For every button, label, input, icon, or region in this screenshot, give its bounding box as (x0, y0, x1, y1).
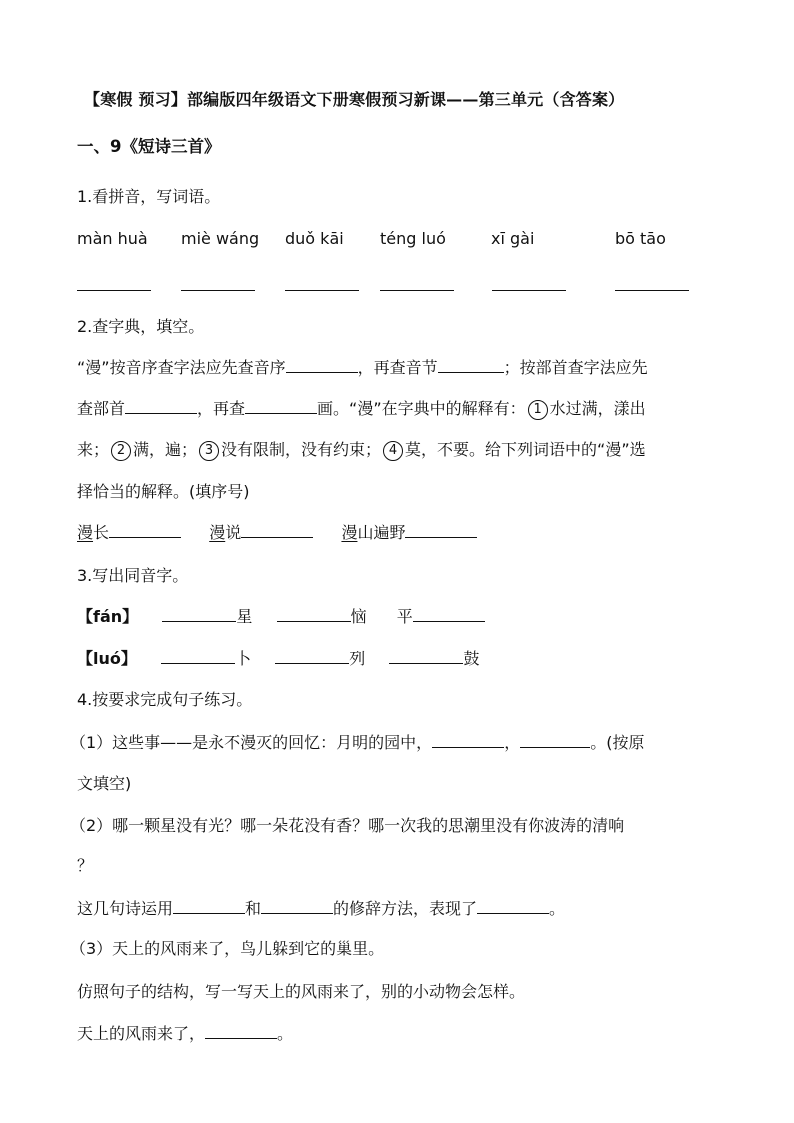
q2-text: 满，遍； (133, 440, 198, 459)
q4-s2-line-2: ？ (77, 856, 94, 875)
answer-blank[interactable] (405, 522, 477, 538)
q2-heading: 2.查字典，填空。 (77, 317, 205, 336)
q4-text: 的修辞方法，表现了 (333, 899, 478, 918)
answer-blank[interactable] (413, 606, 485, 622)
word-char: 漫 (341, 523, 358, 542)
q2-text: 来； (77, 440, 110, 459)
q1-heading: 1.看拼音，写词语。 (77, 187, 221, 206)
q4-s1-line-2: 文填空) (77, 774, 132, 793)
q2-text: 画。“漫”在字典中的解释有： (317, 399, 526, 418)
q2-text: 没有限制，没有约束； (221, 440, 382, 459)
answer-blank[interactable] (245, 398, 317, 414)
answer-blank[interactable] (380, 278, 454, 291)
pinyin-3: duǒ kāi (285, 229, 344, 248)
q4-text: （1）这些事——是永不漫灭的回忆：月明的园中， (70, 733, 433, 752)
answer-blank[interactable] (77, 278, 151, 291)
answer-blank[interactable] (241, 522, 313, 538)
q2-text: ，再查音节 (357, 358, 438, 377)
pinyin-5: xī gài (491, 229, 535, 248)
pinyin-1: màn huà (77, 229, 148, 248)
q4-text: 这几句诗运用 (77, 899, 174, 918)
q2-text: 莫，不要。给下列词语中的“漫”选 (405, 440, 646, 459)
answer-blank[interactable] (520, 732, 590, 748)
homophone-char: 星 (236, 607, 253, 626)
document-title: 【寒假 预习】部编版四年级语文下册寒假预习新课——第三单元（含答案） (84, 90, 625, 109)
answer-blank[interactable] (173, 898, 245, 914)
q2-line-3 (77, 439, 734, 461)
q4-text: 。 (549, 899, 566, 918)
q4-text: ， (504, 733, 521, 752)
section-heading: 一、9《短诗三首》 (77, 137, 221, 156)
word-rest: 说 (225, 523, 242, 542)
answer-blank[interactable] (161, 648, 235, 664)
q4-s3-line-3 (77, 1023, 734, 1045)
answer-blank[interactable] (261, 898, 333, 914)
answer-blank[interactable] (477, 898, 549, 914)
pinyin-tag: 【fán】 (77, 607, 139, 626)
answer-blank[interactable] (615, 278, 689, 291)
homophone-char: 列 (349, 649, 366, 668)
pinyin-tag: 【luó】 (77, 649, 137, 668)
answer-blank[interactable] (277, 606, 351, 622)
answer-blank[interactable] (389, 648, 463, 664)
answer-blank[interactable] (438, 357, 504, 373)
homophone-char: 恼 (350, 607, 367, 626)
q2-text: ，再查 (197, 399, 246, 418)
q3-heading: 3.写出同音字。 (77, 566, 189, 585)
q4-text: 和 (245, 899, 262, 918)
q2-line-1 (77, 357, 734, 379)
circled-number-1: 1 (528, 400, 548, 420)
q4-s3-line-2: 仿照句子的结构，写一写天上的风雨来了，别的小动物会怎样。 (77, 982, 526, 1001)
q4-s2-line-3 (77, 898, 734, 920)
answer-blank[interactable] (205, 1023, 277, 1039)
answer-blank[interactable] (275, 648, 349, 664)
q4-text: 天上的风雨来了， (77, 1024, 206, 1043)
word-char: 漫 (77, 523, 94, 542)
word-rest: 长 (93, 523, 110, 542)
answer-blank[interactable] (181, 278, 255, 291)
q2-line-2 (77, 398, 734, 420)
homophone-char: 鼓 (463, 649, 480, 668)
circled-number-3: 3 (199, 441, 219, 461)
q2-text: “漫”按音序查字法应先查音序 (77, 358, 286, 377)
q2-words (77, 522, 734, 544)
answer-blank[interactable] (109, 522, 181, 538)
answer-blank[interactable] (432, 732, 504, 748)
answer-blank[interactable] (125, 398, 197, 414)
q4-heading: 4.按要求完成句子练习。 (77, 690, 253, 709)
pinyin-2: miè wáng (181, 229, 260, 248)
answer-blank[interactable] (162, 606, 236, 622)
circled-number-2: 2 (111, 441, 131, 461)
q3-row-2 (77, 648, 734, 670)
pinyin-6: bō tāo (615, 229, 666, 248)
circled-number-4: 4 (383, 441, 403, 461)
q4-text: 。 (277, 1024, 294, 1043)
answer-blank[interactable] (286, 357, 358, 373)
word-rest: 山遍野 (357, 523, 406, 542)
q2-text: ；按部首查字法应先 (503, 358, 648, 377)
q4-s2-line-1: （2）哪一颗星没有光？哪一朵花没有香？哪一次我的思潮里没有你波涛的清响 (70, 816, 625, 835)
word-char: 漫 (209, 523, 226, 542)
q2-text: 查部首 (77, 399, 126, 418)
q4-s1-line-1 (70, 732, 734, 754)
q2-text: 水过满，漾出 (549, 399, 646, 418)
answer-blank[interactable] (492, 278, 566, 291)
answer-blank[interactable] (285, 278, 359, 291)
homophone-char: 平 (396, 607, 413, 626)
homophone-char: 卜 (235, 649, 252, 668)
q4-s3-line-1: （3）天上的风雨来了，鸟儿躲到它的巢里。 (70, 939, 385, 958)
q2-line-4: 择恰当的解释。(填序号) (77, 482, 250, 501)
q3-row-1 (77, 606, 734, 628)
q4-text: 。(按原 (590, 733, 645, 752)
pinyin-4: téng luó (380, 229, 446, 248)
